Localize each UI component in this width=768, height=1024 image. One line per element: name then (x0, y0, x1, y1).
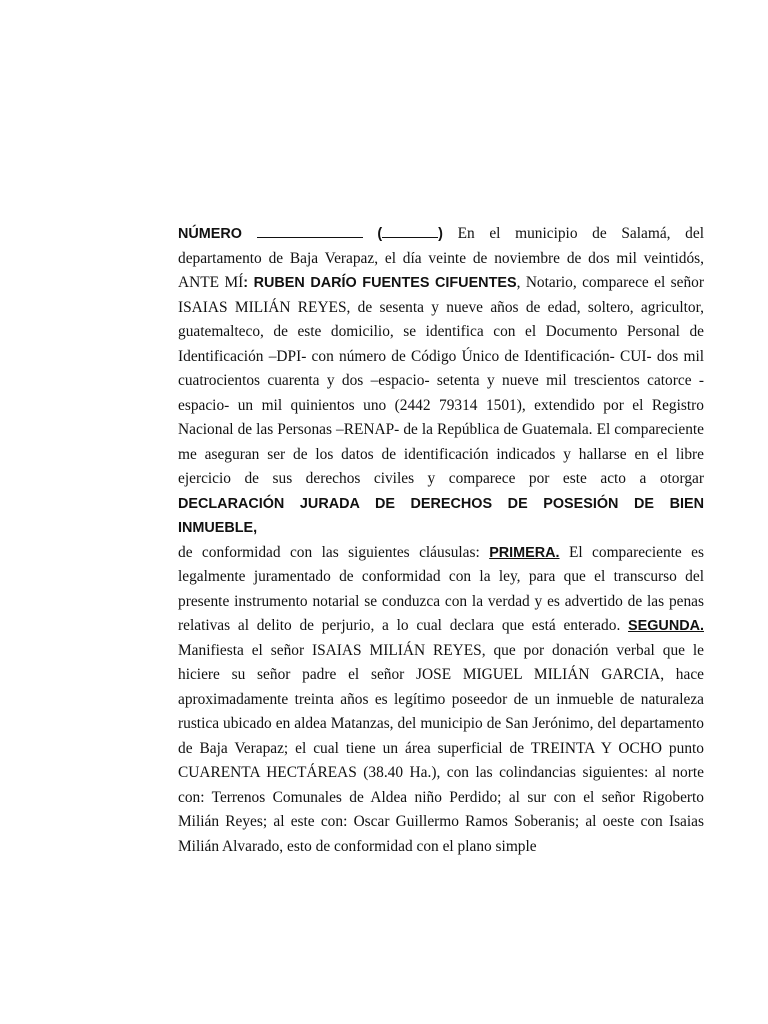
paren-open: ( (377, 226, 383, 242)
deed-body (178, 222, 704, 859)
numero-label: NÚMERO (178, 226, 242, 242)
clauses-paragraph (178, 541, 704, 860)
opening-paragraph (178, 222, 704, 541)
opening-text: En el municipio de Salamá, del departamento de Baja Verapaz, el día veinte de noviembre de dos mil veintidós, ANTE MÍ (178, 225, 704, 291)
appearance-text: , Notario, comparece el señor ISAIAS MILIÁN REYES, de sesenta y nueve años de edad, soltero, agricultor, guatemalteco, de este domicilio, se identifica con el Documento Personal de Identificación –DPI- con número de Código Único de Identificación- CUI- dos mil cuatrocientos cuarenta y dos –espacio- setenta y nueve mil trescientos catorce - espacio- un mil quinientos uno (2442 79314 1501), extendido por el Registro Nacional de las Personas –RENAP- de la República de Guatemala. El compareciente me aseguran ser de los datos de identificación indicados y hallarse en el libre ejercicio de sus derechos civiles y comparece por este acto a otorgar (178, 274, 704, 487)
clause-primera-text: El compareciente es legalmente juramentado de conformidad con la ley, para que el transcurso del presente instrumento notarial se conduzca con la verdad y es advertido de las penas relativas al delito de perjurio, a lo cual declara que está enterado. (178, 543, 704, 634)
clause-segunda-text: Manifiesta el señor ISAIAS MILIÁN REYES, que por donación verbal que le hiciere su señor padre el señor JOSE MIGUEL MILIÁN GARCIA, hace aproximadamente treinta años es legítimo poseedor de un inmueble de naturaleza rustica ubicado en aldea Matanzas, del municipio de San Jerónimo, del departamento de Baja Verapaz; el cual tiene un área superficial de TREINTA Y OCHO punto CUARENTA HECTÁREAS (38.40 Ha.), con las colindancias siguientes: al norte con: Terrenos Comunales de Aldea niño Perdido; al sur con el señor Rigoberto Milián Reyes; al este con: Oscar Guillermo Ramos Soberanis; al oeste con Isaias Milián Alvarado, esto de conformidad con el plano simple (178, 641, 704, 855)
clauses-intro: de conformidad con las siguientes cláusulas: (178, 543, 490, 561)
notary-name: : RUBEN DARÍO FUENTES CIFUENTES (243, 275, 517, 291)
number-blank-line (257, 224, 363, 238)
clause-segunda-heading: SEGUNDA. (628, 618, 704, 634)
declaration-title: DECLARACIÓN JURADA DE DERECHOS DE POSESIÓN DE BIEN INMUEBLE, (178, 495, 704, 536)
clause-primera-heading: PRIMERA. (489, 544, 560, 561)
number-digits-blank-line (382, 224, 438, 238)
paren-close: ) (438, 226, 443, 242)
